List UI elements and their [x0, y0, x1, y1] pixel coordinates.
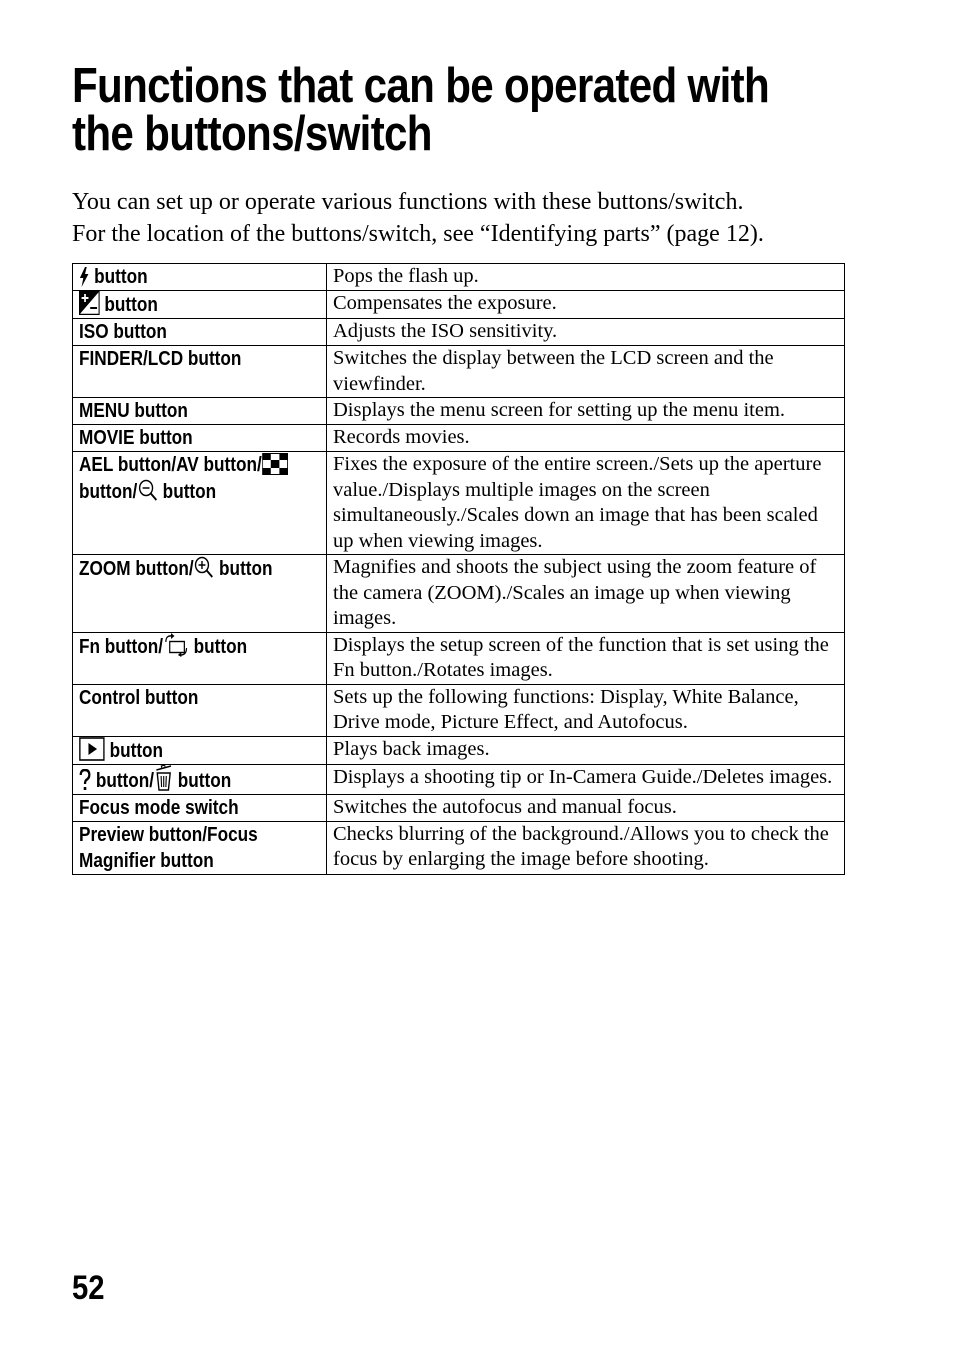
- button-name-suffix: button: [157, 481, 217, 503]
- button-name-cell: [73, 736, 327, 764]
- button-name-suffix: button: [173, 769, 232, 792]
- flash-icon: [79, 267, 89, 287]
- button-name-suffix: button: [188, 635, 248, 658]
- button-name: Preview button/Focus: [79, 823, 258, 846]
- button-name: Fn button/: [79, 635, 164, 658]
- zoom-out-icon: [137, 478, 158, 502]
- table-row: [73, 264, 845, 291]
- button-name-cell: [73, 555, 327, 633]
- button-name-suffix: button: [214, 558, 273, 580]
- button-name-cell: [73, 764, 327, 794]
- zoom-in-icon: [194, 555, 215, 579]
- button-name: Focus mode switch: [79, 796, 239, 819]
- button-name-cell: [73, 291, 327, 319]
- button-name: MENU button: [79, 400, 188, 422]
- title-line-1: Functions that can be operated with: [72, 59, 770, 113]
- table-row: [73, 632, 845, 684]
- table-row: [73, 821, 845, 874]
- playback-icon: [79, 737, 105, 761]
- button-name-cell: [73, 632, 327, 684]
- table-row: [73, 291, 845, 319]
- title-line-2: the buttons/switch: [72, 107, 432, 161]
- description-cell: Displays the menu screen for setting up the menu item.: [327, 398, 845, 425]
- button-name-continued: Magnifier button: [79, 849, 214, 872]
- table-row: [73, 684, 845, 736]
- button-name: Control button: [79, 686, 199, 709]
- description-cell: Displays the setup screen of the function that is set using the Fn button./Rotates images.: [327, 632, 845, 684]
- button-name-continued: button/: [79, 481, 138, 503]
- button-name: button: [104, 739, 164, 762]
- table-row: [73, 346, 845, 398]
- intro-line-1: You can set up or operate various functions with these buttons/switch.: [72, 189, 744, 215]
- button-name: AEL button/AV button/: [79, 454, 262, 476]
- exposure-compensation-icon: [79, 291, 100, 315]
- button-name-cell: [73, 452, 327, 555]
- table-row: [73, 398, 845, 425]
- description-cell: Magnifies and shoots the subject using the zoom feature of the camera (ZOOM)./Scales an image up when viewing images.: [327, 555, 845, 633]
- table-row: [73, 555, 845, 633]
- description-cell: Switches the autofocus and manual focus.: [327, 794, 845, 821]
- button-name-cell: [73, 684, 327, 736]
- button-name-cell: [73, 398, 327, 425]
- button-name-cell: [73, 794, 327, 821]
- table-row: [73, 319, 845, 346]
- description-cell: Plays back images.: [327, 736, 845, 764]
- rotate-icon: [163, 633, 189, 657]
- button-name-cell: [73, 346, 327, 398]
- button-name: button/: [91, 769, 155, 792]
- table-row: [73, 736, 845, 764]
- description-cell: Pops the flash up.: [327, 264, 845, 291]
- button-name-cell: [73, 425, 327, 452]
- button-name: MOVIE button: [79, 427, 193, 449]
- table-row: [73, 452, 845, 555]
- description-cell: Fixes the exposure of the entire screen./Sets up the aperture value./Displays multiple images on the screen simultaneously./Scales down an image that has been scaled up when viewing images.: [327, 452, 845, 555]
- description-cell: Compensates the exposure.: [327, 291, 845, 319]
- button-name: ZOOM button/: [79, 558, 194, 580]
- page-title: [72, 59, 777, 161]
- button-name: ISO button: [79, 321, 167, 343]
- button-name: button: [89, 266, 148, 288]
- help-icon: [79, 769, 91, 791]
- description-cell: Records movies.: [327, 425, 845, 452]
- table-row: [73, 425, 845, 452]
- button-name-cell: [73, 264, 327, 291]
- button-name: FINDER/LCD button: [79, 348, 242, 370]
- functions-table: [72, 263, 845, 875]
- description-cell: Sets up the following functions: Display, White Balance, Drive mode, Picture Effect, and Autofocus.: [327, 684, 845, 736]
- intro-line-2: For the location of the buttons/switch, see “Identifying parts” (page 12).: [72, 221, 764, 247]
- index-grid-icon: [262, 453, 288, 475]
- button-name: button: [99, 294, 158, 316]
- trash-icon: [154, 765, 173, 791]
- description-cell: Displays a shooting tip or In-Camera Guide./Deletes images.: [327, 764, 845, 794]
- page-number: 52: [72, 1269, 105, 1307]
- table-row: [73, 794, 845, 821]
- table-row: [73, 764, 845, 794]
- description-cell: Adjusts the ISO sensitivity.: [327, 319, 845, 346]
- description-cell: Checks blurring of the background./Allows you to check the focus by enlarging the image before shooting.: [327, 821, 845, 874]
- button-name-cell: [73, 821, 327, 874]
- intro-text: [72, 186, 872, 250]
- description-cell: Switches the display between the LCD screen and the viewfinder.: [327, 346, 845, 398]
- button-name-cell: [73, 319, 327, 346]
